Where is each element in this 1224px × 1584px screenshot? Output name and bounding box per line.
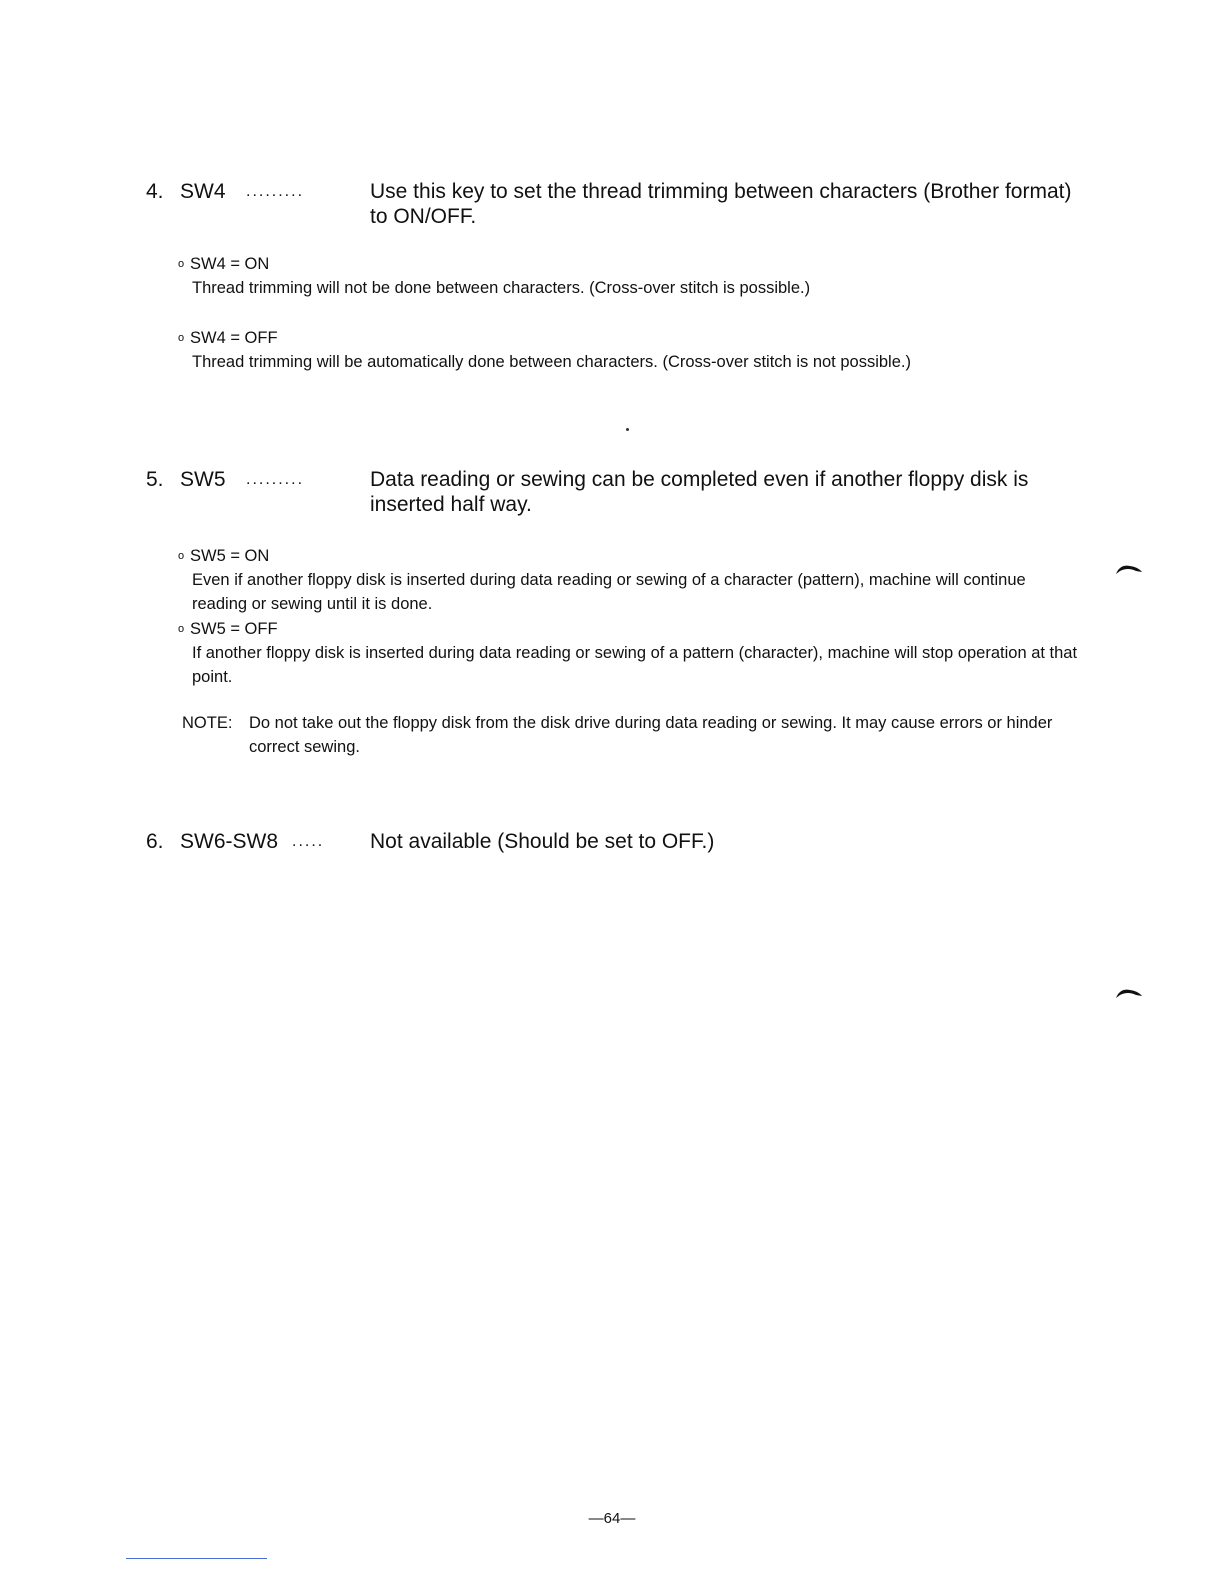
item-label: SW5 = OFF	[190, 620, 278, 638]
item-label: SW5 = ON	[190, 547, 270, 565]
bullet-icon: o	[178, 623, 185, 635]
section-description: Not available (Should be set to OFF.)	[370, 830, 715, 853]
section-description: Data reading or sewing can be completed even if another floppy disk is inserted half way.	[370, 468, 1029, 516]
sw5-off-item	[178, 617, 1078, 689]
item-body: Even if another floppy disk is inserted during data reading or sewing of a character (pattern), machine will continue reading or sewing until it is done.	[192, 571, 1026, 613]
page-number: —64—	[588, 1510, 636, 1527]
binding-hole-mark-icon	[1114, 562, 1144, 576]
bullet-icon: o	[178, 550, 185, 562]
note-label: NOTE:	[182, 714, 233, 732]
item-label: SW4 = OFF	[190, 329, 278, 347]
binding-hole-mark-icon	[1114, 986, 1144, 1000]
item-label: SW4 = ON	[190, 255, 270, 273]
speck-mark	[626, 428, 629, 431]
note-text: Do not take out the floppy disk from the disk drive during data reading or sewing. It may cause errors or hinder correct sewing.	[249, 714, 1053, 756]
leader-dots: .....	[292, 833, 325, 850]
section-number: 5.	[146, 468, 164, 491]
item-body: If another floppy disk is inserted during data reading or sewing of a pattern (character), machine will stop operation at that point.	[192, 644, 1078, 686]
section-number: 4.	[146, 180, 164, 203]
section-key: SW4	[180, 180, 226, 203]
leader-dots: .........	[246, 471, 305, 488]
footer-rule	[126, 1558, 267, 1559]
item-body: Thread trimming will be automatically done between characters. (Cross-over stitch is not possible.)	[192, 353, 911, 371]
section-description: Use this key to set the thread trimming between characters (Brother format) to ON/OFF.	[370, 180, 1072, 228]
bullet-icon: o	[178, 258, 185, 270]
sw4-on-item	[178, 252, 1078, 300]
sw4-off-item	[178, 326, 1078, 374]
section-key: SW5	[180, 468, 226, 491]
leader-dots: .........	[246, 183, 305, 200]
section-number: 6.	[146, 830, 164, 853]
section-key: SW6-SW8	[180, 830, 279, 853]
sw5-on-item	[178, 544, 1078, 616]
item-body: Thread trimming will not be done between characters. (Cross-over stitch is possible.)	[192, 279, 811, 297]
bullet-icon: o	[178, 332, 185, 344]
